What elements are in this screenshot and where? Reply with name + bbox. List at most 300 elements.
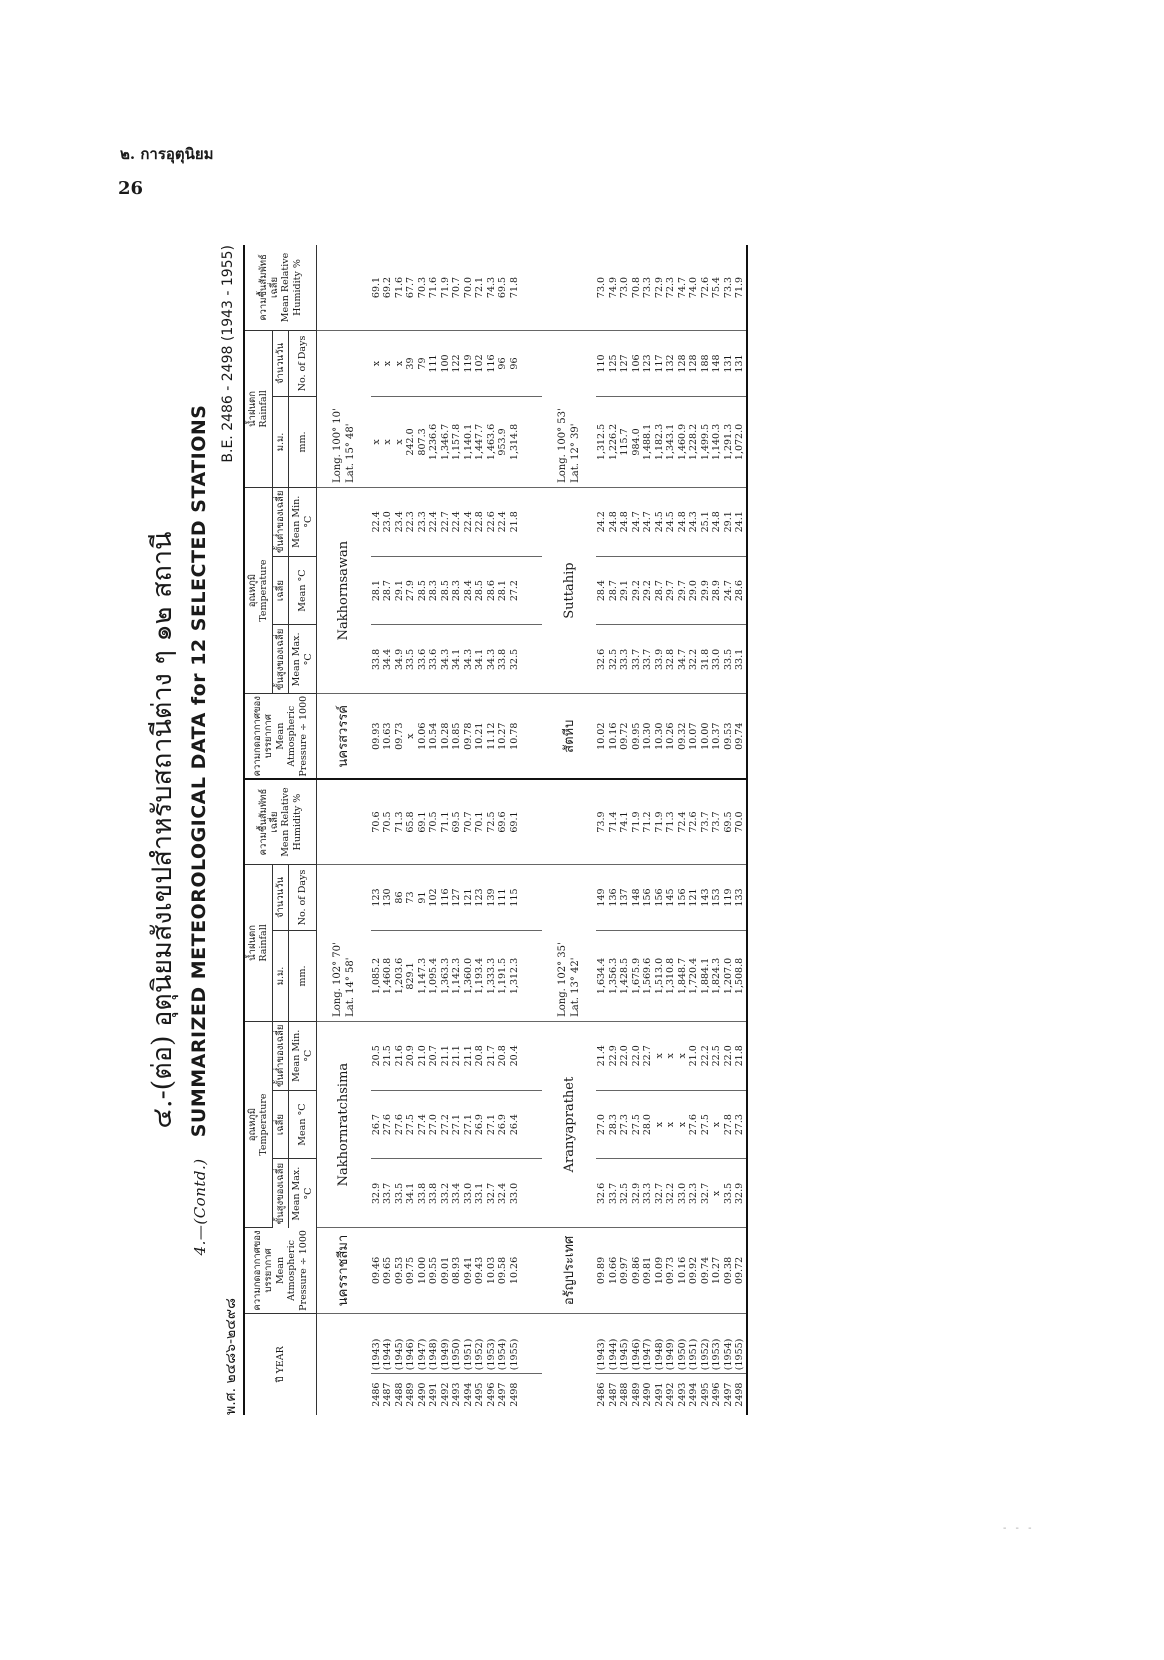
table-cell: 27.1 — [451, 1090, 463, 1159]
table-cell: 1,193.4 — [474, 931, 486, 1022]
table-cell: x — [665, 1021, 677, 1090]
table-cell: 29.0 — [688, 556, 700, 625]
table-cell: 32.7 — [700, 1159, 712, 1228]
table-cell: 21.1 — [451, 1021, 463, 1090]
table-row — [642, 245, 654, 1415]
table-cell: 137 — [619, 864, 631, 930]
table-cell: 71.9 — [734, 245, 747, 330]
table-cell: 10.78 — [509, 694, 521, 779]
table-cell: 21.1 — [440, 1021, 452, 1090]
table-cell: (1955) — [734, 1313, 747, 1374]
table-cell: (1955) — [509, 1313, 521, 1374]
table-cell: 1,363.3 — [440, 931, 452, 1022]
table-cell: 2497 — [497, 1382, 509, 1407]
table-cell: 32.5 — [509, 625, 521, 694]
mm-header-eng: mm. — [289, 397, 317, 488]
min-header-eng: Mean Min. °C — [289, 487, 317, 556]
table-cell: 829.1 — [405, 931, 417, 1022]
table-cell: 74.3 — [486, 245, 498, 330]
table-cell: (1948) — [654, 1313, 666, 1374]
table-cell: 27.5 — [405, 1090, 417, 1159]
table-cell: 33.7 — [642, 625, 654, 694]
table-cell: 09.53 — [394, 1228, 406, 1313]
table-cell: 72.4 — [677, 779, 689, 864]
table-cell: 34.4 — [382, 625, 394, 694]
table-cell: (1950) — [677, 1313, 689, 1374]
table-cell: 31.8 — [700, 625, 712, 694]
block-gap — [520, 245, 542, 1415]
table-cell: 1,508.8 — [734, 931, 747, 1022]
mean-header — [272, 1090, 288, 1159]
table-row — [711, 245, 723, 1415]
table-cell: 24.1 — [734, 487, 747, 556]
table-cell: 28.5 — [440, 556, 452, 625]
title-english: SUMMARIZED METEOROLOGICAL DATA for 12 SELECTED STATIONS — [188, 404, 210, 1138]
table-cell: 33.7 — [631, 625, 643, 694]
table-cell: 26.7 — [371, 1090, 383, 1159]
table-cell: (1952) — [474, 1313, 486, 1374]
table-row — [394, 245, 406, 1415]
spacer-cell — [520, 1159, 542, 1228]
table-cell: 27.2 — [440, 1090, 452, 1159]
table-cell: 24.5 — [654, 487, 666, 556]
spacer-cell — [520, 1021, 542, 1090]
station-name-thai: สัตหีบ — [542, 694, 596, 779]
spacer-cell — [520, 330, 542, 396]
table-cell: 71.8 — [509, 245, 521, 330]
spacer-cell — [520, 779, 542, 864]
table-cell: 1,314.8 — [509, 397, 521, 488]
min-header-thai: ขั้นต่ำของเฉลี่ย — [274, 490, 286, 553]
table-row — [486, 245, 498, 1415]
table-cell: 27.0 — [596, 1090, 608, 1159]
table-cell: (1951) — [463, 1313, 475, 1374]
table-cell: 33.4 — [451, 1159, 463, 1228]
table-cell: 74.7 — [677, 245, 689, 330]
table-cell: 33.6 — [428, 625, 440, 694]
mean-header-eng: Mean °C — [289, 556, 317, 625]
days-header-eng: No. of Days — [289, 864, 317, 930]
table-cell: 27.6 — [688, 1090, 700, 1159]
temperature-header-thai: อุณหภูมิ — [247, 1107, 258, 1142]
table-cell: 70.8 — [631, 245, 643, 330]
table-cell: 139 — [486, 864, 498, 930]
table-row — [497, 245, 509, 1415]
table-cell: 72.6 — [700, 245, 712, 330]
table-cell: 28.5 — [474, 556, 486, 625]
table-cell: 2498 — [508, 1382, 520, 1407]
table-row — [665, 245, 677, 1415]
table-cell: (1951) — [688, 1313, 700, 1374]
table-cell: 131 — [723, 330, 735, 396]
table-cell: 73.9 — [596, 779, 608, 864]
rainfall-header-2 — [244, 330, 272, 487]
table-cell: 27.3 — [734, 1090, 747, 1159]
table-row — [371, 245, 383, 1415]
table-row — [734, 245, 747, 1415]
table-cell: 2491 — [653, 1382, 665, 1407]
table-cell: 33.1 — [474, 1159, 486, 1228]
table-cell: 28.6 — [734, 556, 747, 625]
table-cell: x — [382, 397, 394, 488]
station-name-thai: นครราชสีมา — [316, 1228, 371, 1313]
table-cell: 27.6 — [382, 1090, 394, 1159]
table-cell: (1954) — [723, 1313, 735, 1374]
min-header-eng: Mean Min. °C — [289, 1021, 317, 1090]
table-cell: 96 — [509, 330, 521, 396]
table-cell: 23.3 — [417, 487, 429, 556]
year-header — [244, 1313, 316, 1415]
table-cell: 123 — [474, 864, 486, 930]
table-cell: 115 — [509, 864, 521, 930]
table-row — [463, 245, 475, 1415]
table-cell: 09.46 — [371, 1228, 383, 1313]
table-cell: 24.3 — [688, 487, 700, 556]
table-cell: 128 — [677, 330, 689, 396]
table-cell: 26.4 — [509, 1090, 521, 1159]
table-cell: 74.1 — [619, 779, 631, 864]
table-cell: 24.8 — [619, 487, 631, 556]
table-cell: 32.2 — [688, 625, 700, 694]
days-header-thai: จำนวนวัน — [274, 342, 286, 385]
table-cell: 33.8 — [417, 1159, 429, 1228]
table-cell: 2495 — [474, 1382, 486, 1407]
table-cell: 65.8 — [405, 779, 417, 864]
station-lat: Lat. 14° 58' — [344, 957, 356, 1017]
table-cell: 71.1 — [440, 779, 452, 864]
table-cell: 156 — [642, 864, 654, 930]
table-cell: 28.5 — [417, 556, 429, 625]
pressure-header-eng: Mean Atmospheric Pressure ÷ 1000 — [274, 1230, 309, 1311]
table-row — [654, 245, 666, 1415]
table-cell: 73.7 — [700, 779, 712, 864]
station-lat: Lat. 15° 48' — [344, 423, 356, 483]
table-cell: 10.28 — [440, 694, 452, 779]
table-cell: 122 — [451, 330, 463, 396]
table-cell: 2493 — [676, 1382, 688, 1407]
table-cell: 1,460.9 — [677, 397, 689, 488]
table-cell: 21.6 — [394, 1021, 406, 1090]
table-cell: 27.0 — [428, 1090, 440, 1159]
table-cell: 21.8 — [509, 487, 521, 556]
table-cell: 34.7 — [677, 625, 689, 694]
table-cell: (1947) — [417, 1313, 429, 1374]
table-cell: 71.9 — [440, 245, 452, 330]
table-cell: 1,428.5 — [619, 931, 631, 1022]
table-cell: (1946) — [405, 1313, 417, 1374]
table-cell: 70.7 — [451, 245, 463, 330]
table-cell: 21.8 — [734, 1021, 747, 1090]
table-cell: 2497 — [722, 1382, 734, 1407]
station-name-thai: นครสวรรค์ — [316, 694, 371, 779]
table-cell: 132 — [665, 330, 677, 396]
table-cell: 20.4 — [509, 1021, 521, 1090]
table-cell: 1,848.7 — [677, 931, 689, 1022]
station-name-eng: Nakhornsawan — [316, 487, 371, 693]
station-name-thai: อรัญประเทศ — [542, 1228, 596, 1313]
table-cell: 22.7 — [642, 1021, 654, 1090]
table-cell: 91 — [417, 864, 429, 930]
mm-header-thai: ม.ม. — [274, 966, 286, 986]
table-cell: 27.1 — [486, 1090, 498, 1159]
table-cell: x — [711, 1159, 723, 1228]
table-cell: 33.5 — [723, 625, 735, 694]
table-cell: x — [371, 397, 383, 488]
table-cell: 156 — [677, 864, 689, 930]
station-coords — [316, 330, 371, 487]
table-cell: 22.4 — [497, 487, 509, 556]
table-cell: 27.3 — [619, 1090, 631, 1159]
title-contd: 4.—(Contd.) — [191, 1158, 209, 1256]
table-row — [382, 245, 394, 1415]
table-cell: 69.6 — [497, 779, 509, 864]
table-cell: 1,236.6 — [428, 397, 440, 488]
table-cell: 69.5 — [497, 245, 509, 330]
table-cell: 28.1 — [371, 556, 383, 625]
rainfall-header-thai: น้ำฝนตก — [247, 391, 258, 427]
table-cell: 22.4 — [428, 487, 440, 556]
table-cell: 22.4 — [371, 487, 383, 556]
table-cell: 10.26 — [509, 1228, 521, 1313]
table-row — [509, 245, 521, 1415]
table-cell: 131 — [734, 330, 747, 396]
table-cell: 10.66 — [608, 1228, 620, 1313]
table-cell: 09.75 — [405, 1228, 417, 1313]
table-cell: 28.3 — [608, 1090, 620, 1159]
temperature-header-2 — [244, 487, 272, 693]
table-cell: 32.7 — [654, 1159, 666, 1228]
table-cell: 09.73 — [665, 1228, 677, 1313]
table-cell: 22.4 — [463, 487, 475, 556]
station-row — [316, 245, 371, 1415]
table-cell: 72.1 — [474, 245, 486, 330]
table-row — [688, 245, 700, 1415]
table-cell: 22.6 — [486, 487, 498, 556]
table-cell: 34.3 — [486, 625, 498, 694]
table-cell: 71.6 — [394, 245, 406, 330]
table-cell: 70.5 — [428, 779, 440, 864]
table-cell: 21.1 — [463, 1021, 475, 1090]
table-cell: 27.4 — [417, 1090, 429, 1159]
title-thai: ๔.-(ต่อ) อุตุนิยมสังเขปสำหรับสถานีต่าง ๆ ๑๒ สถานี — [147, 531, 178, 1129]
table-cell: x — [394, 330, 406, 396]
be-range-thai: พ.ศ. ๒๔๘๖-๒๔๙๘ — [223, 1298, 239, 1415]
rainfall-header-eng: Rainfall — [258, 924, 270, 962]
table-cell: (1945) — [619, 1313, 631, 1374]
table-cell: 24.8 — [677, 487, 689, 556]
table-cell: 33.8 — [371, 625, 383, 694]
table-row — [631, 245, 643, 1415]
table-row — [677, 245, 689, 1415]
table-cell: 69.5 — [451, 779, 463, 864]
table-cell: 10.00 — [700, 694, 712, 779]
table-cell: 71.9 — [631, 779, 643, 864]
table-cell: 102 — [474, 330, 486, 396]
table-cell: 29.2 — [642, 556, 654, 625]
table-cell: 72.6 — [688, 779, 700, 864]
table-cell: 807.3 — [417, 397, 429, 488]
table-cell: 1,499.5 — [700, 397, 712, 488]
table-cell: 2496 — [711, 1382, 723, 1407]
table-cell: x — [371, 330, 383, 396]
table-cell: 70.5 — [382, 779, 394, 864]
station-coords — [542, 330, 596, 487]
table-cell: (1950) — [451, 1313, 463, 1374]
table-cell: 33.5 — [723, 1159, 735, 1228]
table-cell: 21.4 — [596, 1021, 608, 1090]
table-cell: 09.74 — [734, 694, 747, 779]
table-cell: 32.5 — [619, 1159, 631, 1228]
table-cell: 33.0 — [677, 1159, 689, 1228]
table-cell: 1,884.1 — [700, 931, 712, 1022]
spacer-cell — [542, 245, 596, 330]
humidity-header-thai: ความชื้นสัมพัทธ์เฉลี่ย — [257, 788, 281, 856]
table-row — [723, 245, 735, 1415]
table-cell: 32.9 — [631, 1159, 643, 1228]
table-cell: 1,157.8 — [451, 397, 463, 488]
table-cell: 2498 — [734, 1374, 747, 1415]
table-cell: 33.7 — [382, 1159, 394, 1228]
table-cell: 09.53 — [723, 694, 735, 779]
table-cell: 1,312.3 — [509, 931, 521, 1022]
table-cell: 24.7 — [723, 556, 735, 625]
mean-header-eng: Mean °C — [289, 1090, 317, 1159]
spacer-cell — [316, 779, 371, 864]
table-row — [440, 245, 452, 1415]
table-cell: 73.7 — [711, 779, 723, 864]
station-long: Long. 102° 70' — [331, 942, 343, 1017]
table-cell: 2491 — [428, 1382, 440, 1407]
table-cell: 73 — [405, 864, 417, 930]
table-cell: 34.1 — [405, 1159, 417, 1228]
table-cell: 21.0 — [688, 1021, 700, 1090]
table-cell: 128 — [688, 330, 700, 396]
table-cell: (1953) — [486, 1313, 498, 1374]
table-cell: x — [654, 1021, 666, 1090]
table-cell: 33.3 — [619, 625, 631, 694]
table-cell: 1,343.1 — [665, 397, 677, 488]
table-cell: 26.9 — [474, 1090, 486, 1159]
table-cell: 72.9 — [654, 245, 666, 330]
table-cell: 28.4 — [596, 556, 608, 625]
table-cell: 33.9 — [654, 625, 666, 694]
table-cell: 10.16 — [608, 694, 620, 779]
table-cell: 10.07 — [688, 694, 700, 779]
table-cell: 121 — [463, 864, 475, 930]
table-cell: 22.2 — [700, 1021, 712, 1090]
table-cell: 1,140.3 — [711, 397, 723, 488]
table-cell: 984.0 — [631, 397, 643, 488]
table-cell: 09.01 — [440, 1228, 452, 1313]
spacer-cell — [520, 487, 542, 556]
table-cell: 10.30 — [642, 694, 654, 779]
spacer-cell — [520, 1090, 542, 1159]
table-cell: 71.9 — [654, 779, 666, 864]
table-cell: 1,356.3 — [608, 931, 620, 1022]
table-cell: 27.5 — [631, 1090, 643, 1159]
station-long: Long. 100° 53' — [557, 408, 569, 483]
table-cell: 32.4 — [497, 1159, 509, 1228]
table-cell: 24.8 — [608, 487, 620, 556]
table-cell: 74.0 — [688, 245, 700, 330]
table-cell: 70.3 — [417, 245, 429, 330]
table-cell: (1946) — [631, 1313, 643, 1374]
table-cell: 22.9 — [608, 1021, 620, 1090]
table-cell: (1949) — [440, 1313, 452, 1374]
table-cell: 1,460.8 — [382, 931, 394, 1022]
table-cell: 73.0 — [596, 245, 608, 330]
table-cell: 09.58 — [497, 1228, 509, 1313]
table-cell: 28.6 — [486, 556, 498, 625]
table-cell: 28.7 — [608, 556, 620, 625]
table-cell: 29.1 — [619, 556, 631, 625]
table-cell: 20.5 — [371, 1021, 383, 1090]
table-cell: 1,140.1 — [463, 397, 475, 488]
table-cell: 10.27 — [711, 1228, 723, 1313]
table-cell: x — [711, 1090, 723, 1159]
table-cell: 27.2 — [509, 556, 521, 625]
table-cell: 1,072.0 — [734, 397, 747, 488]
table-cell: 1,228.2 — [688, 397, 700, 488]
table-cell: 09.32 — [677, 694, 689, 779]
table-cell: 70.1 — [474, 779, 486, 864]
table-cell: 1,346.7 — [440, 397, 452, 488]
table-cell: 32.9 — [371, 1159, 383, 1228]
table-cell: 32.8 — [665, 625, 677, 694]
temperature-header-eng: Temperature — [258, 1093, 270, 1156]
table-cell: 20.7 — [428, 1021, 440, 1090]
title-english-line — [188, 245, 210, 1415]
table-cell: 09.89 — [596, 1228, 608, 1313]
table-cell: 2489 — [405, 1382, 417, 1407]
table-cell: 32.6 — [596, 1159, 608, 1228]
table-cell: 29.7 — [665, 556, 677, 625]
humidity-header-thai: ความชื้นสัมพัทธ์เฉลี่ย — [257, 254, 281, 321]
table-cell: 70.0 — [463, 245, 475, 330]
station-lat: Lat. 13° 42' — [570, 957, 582, 1017]
station-lat: Lat. 12° 39' — [570, 423, 582, 483]
mean-header — [272, 556, 288, 625]
table-cell: 09.81 — [642, 1228, 654, 1313]
table-cell: 09.65 — [382, 1228, 394, 1313]
table-cell: 22.0 — [631, 1021, 643, 1090]
humidity-header-2 — [244, 245, 316, 330]
table-cell: 121 — [688, 864, 700, 930]
table-cell: 10.03 — [486, 1228, 498, 1313]
table-cell: 09.86 — [631, 1228, 643, 1313]
table-cell: 34.1 — [474, 625, 486, 694]
table-cell: 34.3 — [463, 625, 475, 694]
table-cell: 09.72 — [734, 1228, 747, 1313]
table-cell: 1,360.0 — [463, 931, 475, 1022]
table-cell: 73.3 — [642, 245, 654, 330]
table-cell: 67.7 — [405, 245, 417, 330]
table-cell: 71.4 — [608, 779, 620, 864]
table-cell: 32.9 — [734, 1159, 747, 1228]
table-cell: 156 — [654, 864, 666, 930]
table-cell: 69.5 — [723, 779, 735, 864]
table-cell: 23.4 — [394, 487, 406, 556]
table-cell: 24.7 — [631, 487, 643, 556]
table-cell: (1944) — [608, 1313, 620, 1374]
spacer-cell — [520, 625, 542, 694]
table-cell: 09.73 — [394, 694, 406, 779]
spacer-cell — [316, 245, 371, 330]
table-cell: 73.3 — [723, 245, 735, 330]
table-cell: 2493 — [451, 1382, 463, 1407]
table-cell: 22.8 — [474, 487, 486, 556]
table-row — [700, 245, 712, 1415]
